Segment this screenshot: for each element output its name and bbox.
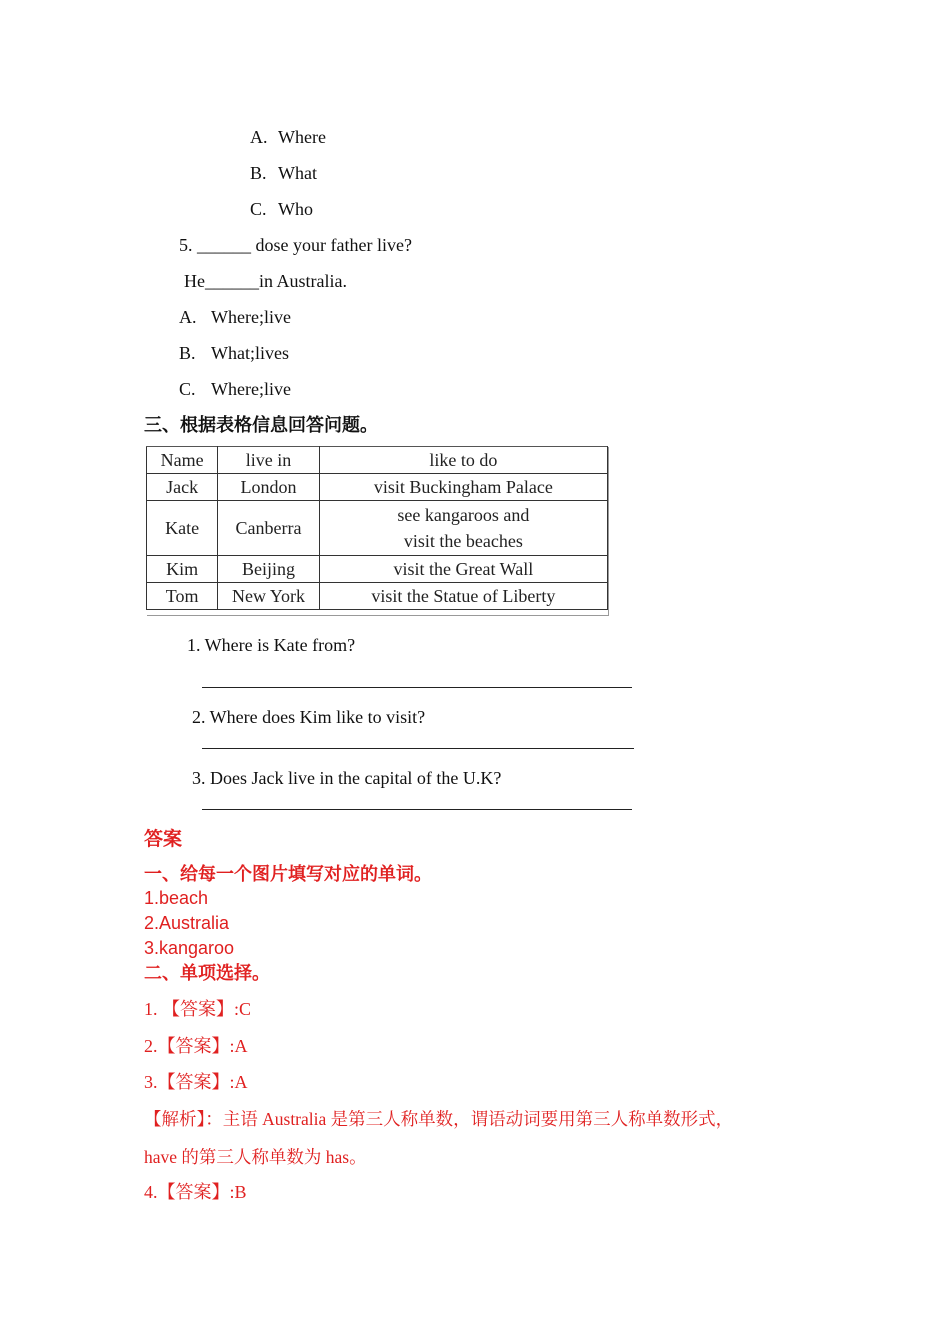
answers-part2-heading: 二、单项选择。 [144, 963, 270, 983]
cell-like-line: see kangaroos and [397, 505, 530, 525]
cell-like: visit the Great Wall [319, 556, 607, 583]
header-name: Name [147, 447, 218, 474]
table-question-3: 3. Does Jack live in the capital of the U.K? [192, 768, 502, 788]
cell-live-in: Beijing [218, 556, 319, 583]
table-row [147, 583, 608, 610]
answers-part2-item: 1. 【答案】:C [144, 999, 252, 1019]
answers-analysis-line-2: have 的第三人称单数为 has。 [144, 1147, 367, 1167]
q5-option-c: C. Where;live [179, 379, 291, 399]
answer-line-2[interactable] [202, 748, 634, 749]
q5-sentence: He______in Australia. [184, 271, 347, 291]
section3-heading: 三、根据表格信息回答问题。 [144, 415, 378, 435]
answers-part1-item: 1.beach [144, 888, 209, 908]
cell-name: Kim [147, 556, 218, 583]
header-like-to-do: like to do [319, 447, 607, 474]
cell-like: visit Buckingham Palace [319, 474, 607, 501]
header-live-in: live in [218, 447, 319, 474]
answers-part1-item: 2.Australia [144, 913, 230, 933]
q5-option-b: B. What;lives [179, 343, 289, 363]
answers-part2-item: 2.【答案】:A [144, 1036, 248, 1056]
q5-option-a: A. Where;live [179, 307, 291, 327]
cell-live-in: Canberra [218, 501, 319, 556]
cell-live-in: New York [218, 583, 319, 610]
q5-question: 5. ______ dose your father live? [179, 235, 412, 255]
table-header-row [147, 447, 608, 474]
answer-line-1[interactable] [202, 687, 632, 688]
answers-part2-item: 3.【答案】:A [144, 1072, 248, 1092]
answers-analysis-line-1: 【解析】：主语 Australia 是第三人称单数，谓语动词要用第三人称单数形式， [144, 1109, 734, 1129]
answers-part1-heading: 一、给每一个图片填写对应的单词。 [144, 864, 432, 884]
cell-like-line: visit the beaches [403, 531, 523, 551]
cell-name: Tom [147, 583, 218, 610]
table-row [147, 474, 608, 501]
info-table [146, 446, 608, 610]
answers-part2-item-4: 4.【答案】:B [144, 1182, 247, 1202]
answer-line-3[interactable] [202, 809, 632, 810]
answers-title: 答案 [144, 829, 183, 850]
q4-option-b: B. What [250, 163, 317, 183]
table-question-2: 2. Where does Kim like to visit? [192, 707, 426, 727]
cell-live-in: London [218, 474, 319, 501]
table-question-1: 1. Where is Kate from? [187, 635, 356, 655]
answers-part1-item: 3.kangaroo [144, 938, 235, 958]
cell-like: visit the Statue of Liberty [319, 583, 607, 610]
cell-like [319, 501, 607, 556]
table-row [147, 501, 608, 556]
cell-name: Jack [147, 474, 218, 501]
q4-option-a: A. Where [250, 127, 326, 147]
table-row [147, 556, 608, 583]
cell-name: Kate [147, 501, 218, 556]
q4-option-c: C. Who [250, 199, 313, 219]
